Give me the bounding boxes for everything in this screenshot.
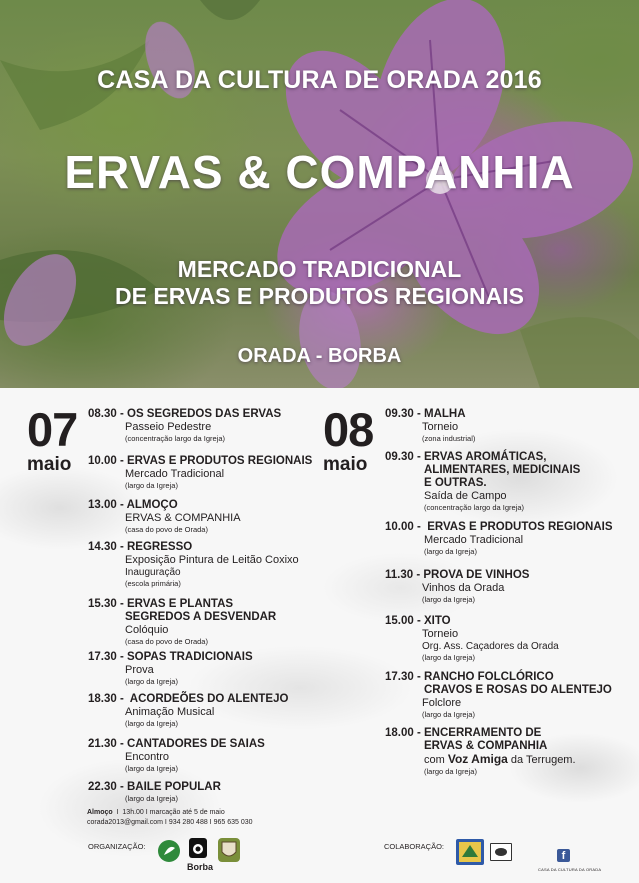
event-desc-2: Inauguração	[125, 567, 181, 578]
day1-event-5	[88, 598, 276, 647]
parish-crest-logo	[218, 838, 240, 862]
event-title: 11.30 - PROVA DE VINHOS	[385, 569, 530, 581]
event-desc: Exposição Pintura de Leitão Coxixo	[125, 554, 299, 566]
subtitle-line-1: MERCADO TRADICIONAL	[177, 256, 462, 282]
event-location: (largo da Igreja)	[422, 710, 475, 719]
event-location: (largo da Igreja)	[125, 677, 178, 686]
contact-line: corada2013@gmail.com I 934 280 488 I 965 635 030	[87, 819, 253, 826]
event-title: 15.30 - ERVAS E PLANTAS	[88, 598, 234, 610]
event-title: 09.30 - ERVAS AROMÁTICAS,	[385, 451, 547, 463]
day2-event-6	[385, 671, 612, 720]
day2-event-3	[385, 521, 613, 557]
event-title: 18.00 - ENCERRAMENTO DE	[385, 727, 542, 739]
event-location: (largo da Igreja)	[424, 547, 477, 556]
borba-label: Borba	[187, 862, 214, 872]
lunch-label: Almoço	[87, 809, 113, 816]
event-location: (escola primária)	[125, 579, 181, 588]
day1-event-4	[88, 541, 299, 589]
organization-label: ORGANIZAÇÃO:	[88, 842, 146, 851]
event-location: (largo da Igreja)	[422, 595, 475, 604]
desc-prefix: com	[424, 754, 445, 766]
day2-event-4	[385, 569, 529, 605]
event-desc: Encontro	[125, 751, 170, 763]
lunch-info: 13h.00 I marcação até 5 de maio	[122, 809, 225, 816]
day1-event-1	[88, 408, 281, 444]
event-title-3: E OUTRAS.	[424, 477, 487, 489]
day1-number: 07	[27, 403, 78, 456]
event-title: 22.30 - BAILE POPULAR	[88, 781, 221, 793]
event-desc: Torneio	[422, 628, 459, 640]
event-desc: Mercado Tradicional	[424, 534, 524, 546]
event-location: (largo da Igreja)	[424, 767, 477, 776]
event-title: 18.30 - ACORDEÕES DO ALENTEJO	[88, 693, 289, 705]
day1-event-6	[88, 651, 253, 687]
day2-month: maio	[323, 454, 368, 475]
event-desc: Mercado Tradicional	[125, 468, 225, 480]
day2-event-1	[385, 408, 475, 444]
event-desc: Animação Musical	[125, 706, 215, 718]
event-title: 17.30 - SOPAS TRADICIONAIS	[88, 651, 253, 663]
collaboration-label: COLABORAÇÃO:	[384, 842, 445, 851]
event-location: ORADA - BORBA	[237, 345, 402, 367]
event-title: 10.00 - ERVAS E PRODUTOS REGIONAIS	[385, 521, 613, 533]
event-title: 14.30 - REGRESSO	[88, 541, 193, 553]
event-title: ERVAS & COMPANHIA	[64, 146, 575, 198]
event-edition: CASA DA CULTURA DE ORADA 2016	[97, 66, 542, 94]
partner-logo	[490, 843, 512, 861]
day1-event-7	[88, 693, 288, 729]
event-title: 17.30 - RANCHO FOLCLÓRICO	[385, 671, 554, 683]
facebook-icon[interactable]: f	[557, 849, 570, 862]
event-desc: Saída de Campo	[424, 490, 507, 502]
event-title: 08.30 - OS SEGREDOS DAS ERVAS	[88, 408, 282, 420]
orada-culture-logo	[158, 840, 180, 862]
hero-banner	[0, 0, 639, 388]
day2-event-7	[385, 727, 576, 777]
event-location: (largo da Igreja)	[125, 794, 178, 803]
day2-event-5	[385, 615, 559, 663]
event-title-2: ERVAS & COMPANHIA	[424, 740, 548, 752]
event-desc: Passeio Pedestre	[125, 421, 212, 433]
event-desc	[424, 753, 576, 767]
event-title-2: CRAVOS E ROSAS DO ALENTEJO	[424, 684, 612, 696]
event-location: (concentração largo da Igreja)	[125, 434, 226, 443]
event-title-2: SEGREDOS A DESVENDAR	[125, 611, 277, 623]
event-location: (largo da Igreja)	[125, 719, 178, 728]
event-location: (largo da Igreja)	[125, 481, 178, 490]
event-title: 09.30 - MALHA	[385, 408, 466, 420]
event-desc: Folclore	[422, 697, 462, 709]
day1-event-3	[88, 499, 241, 535]
event-desc: Vinhos da Orada	[422, 582, 505, 594]
borba-municipal-logo	[189, 838, 207, 858]
event-location: (casa do povo de Orada)	[125, 525, 208, 534]
event-desc-2: Org. Ass. Caçadores da Orada	[422, 641, 559, 652]
event-title: 10.00 - ERVAS E PRODUTOS REGIONAIS	[88, 455, 313, 467]
day1-event-2	[88, 455, 312, 491]
day1-event-9	[88, 781, 221, 804]
event-desc: Colóquio	[125, 624, 169, 636]
event-subtitle	[0, 256, 639, 310]
event-title: 13.00 - ALMOÇO	[88, 499, 178, 511]
event-location: (largo da Igreja)	[125, 764, 178, 773]
subtitle-line-2: DE ERVAS E PRODUTOS REGIONAIS	[115, 283, 524, 309]
hunters-association-logo	[456, 839, 484, 865]
event-desc: Torneio	[422, 421, 459, 433]
day1-event-8	[88, 738, 265, 774]
event-location: (concentração largo da Igreja)	[424, 503, 525, 512]
event-location: (casa do povo de Orada)	[125, 637, 208, 646]
event-location: (largo da Igreja)	[422, 653, 475, 662]
day1-month: maio	[27, 454, 72, 475]
desc-suffix: da Terrugem.	[510, 754, 576, 766]
day2-number: 08	[323, 403, 374, 456]
lunch-contact-info: Almoço I 13h.00 I marcação até 5 de maio corada2013@gmail.com I 934 280 488 I 965 635 030	[87, 809, 253, 826]
event-desc: Prova	[125, 664, 154, 676]
event-title: 15.00 - XITO	[385, 615, 451, 627]
event-title: 21.30 - CANTADORES DE SAIAS	[88, 738, 265, 750]
event-desc: ERVAS & COMPANHIA	[125, 512, 241, 524]
event-title-2: ALIMENTARES, MEDICINAIS	[424, 464, 581, 476]
day2-event-2	[385, 451, 580, 513]
event-location: (zona industrial)	[422, 434, 476, 443]
desc-bold: Voz Amiga	[447, 752, 508, 766]
facebook-page-name: CASA DA CULTURA DA ORADA	[538, 867, 602, 872]
